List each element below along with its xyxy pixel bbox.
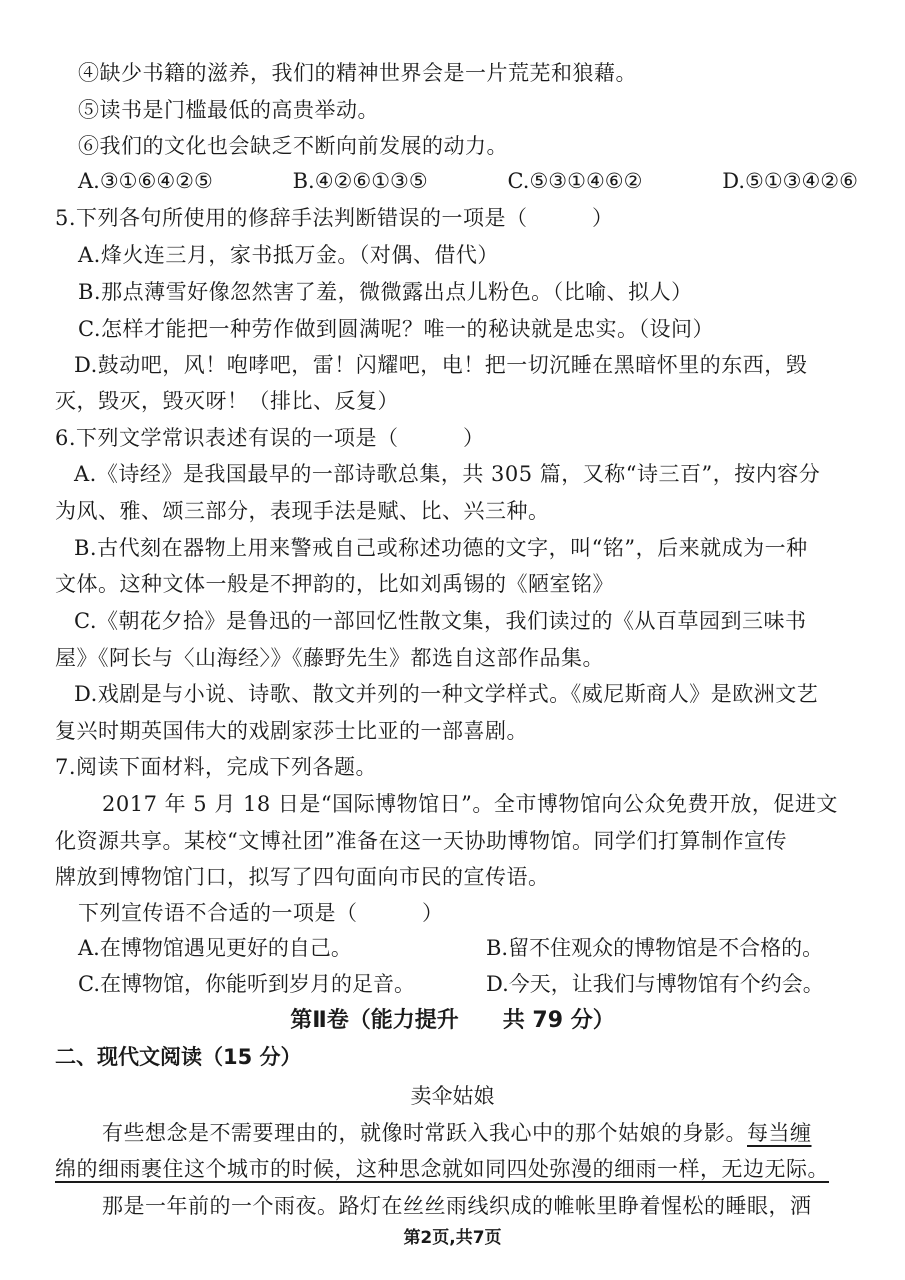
story-para1-text: 有些想念是不需要理由的，就像时常跃入我心中的那个姑娘的身影。 (102, 1121, 747, 1145)
q7-material-line3: 牌放到博物馆门口，拟写了四句面向市民的宣传语。 (55, 865, 550, 889)
section-heading: 二、现代文阅读（15 分） (55, 1045, 302, 1069)
page-footer: 第2页,共7页 (403, 1228, 502, 1248)
q7-material-line1: 2017 年 5 月 18 日是“国际博物馆日”。全市博物馆向公众免费开放，促进文 (102, 792, 838, 816)
part2-title: 第Ⅱ卷（能力提升 共 79 分） (290, 1008, 615, 1033)
q5-stem: 5.下列各句所使用的修辞手法判断错误的一项是（ ） (55, 206, 614, 230)
q4-option-d: D.⑤①③④②⑥ (722, 169, 858, 193)
q4-options (78, 166, 858, 196)
q5-option-a: A.烽火连三月，家书抵万金。（对偶、借代） (78, 243, 499, 267)
q6-option-d-line1: D.戏剧是与小说、诗歌、散文并列的一种文学样式。《威尼斯商人》是欧洲文艺 (74, 682, 819, 706)
q6-option-a-line1: A.《诗经》是我国最早的一部诗歌总集，共 305 篇，又称“诗三百”，按内容分 (74, 462, 821, 486)
q4-item-6: ⑥我们的文化也会缺乏不断向前发展的动力。 (78, 134, 508, 158)
story-para1-underlined-start: 每当缠 (747, 1121, 812, 1145)
q7-material-line2: 化资源共享。某校“文博社团”准备在这一天协助博物馆。同学们打算制作宣传 (55, 829, 787, 853)
q6-stem: 6.下列文学常识表述有误的一项是（ ） (55, 426, 485, 450)
q6-option-b-line2: 文体。这种文体一般是不押韵的，比如刘禹锡的《陋室铭》 (55, 572, 614, 596)
story-title: 卖伞姑娘 (410, 1084, 495, 1108)
q6-option-b-line1: B.古代刻在器物上用来警戒自己或称述功德的文字，叫“铭”，后来就成为一种 (74, 536, 808, 560)
q6-option-d-line2: 复兴时期英国伟大的戏剧家莎士比亚的一部喜剧。 (55, 719, 528, 743)
q5-option-d-line2: 灭，毁灭，毁灭呀！（排比、反复） (55, 389, 399, 413)
story-para1-underlined-line2: 绵的细雨裹住这个城市的时候，这种思念就如同四处弥漫的细雨一样，无边无际。 (55, 1157, 829, 1181)
story-para2-line1: 那是一年前的一个雨夜。路灯在丝丝雨线织成的帷帐里睁着惺松的睡眼，洒 (102, 1194, 812, 1218)
q7-question: 下列宣传语不合适的一项是（ ） (78, 901, 444, 925)
q5-option-d-line1: D.鼓动吧，风！咆哮吧，雷！闪耀吧，电！把一切沉睡在黑暗怀里的东西，毁 (74, 353, 808, 377)
story-para1-line1 (102, 1118, 812, 1148)
q4-option-a: A.③①⑥④②⑤ (78, 169, 213, 193)
q6-option-a-line2: 为风、雅、颂三部分，表现手法是赋、比、兴三种。 (55, 499, 550, 523)
q7-option-d: D.今天，让我们与博物馆有个约会。 (486, 972, 824, 996)
q7-option-a: A.在博物馆遇见更好的自己。 (78, 936, 352, 960)
q7-options-row2 (78, 969, 868, 999)
q4-option-c: C.⑤③①④⑥② (507, 169, 643, 193)
q4-option-b: B.④②⑥①③⑤ (292, 169, 428, 193)
q7-options-row1 (78, 933, 868, 963)
q7-option-b: B.留不住观众的博物馆是不合格的。 (486, 936, 824, 960)
q7-option-c: C.在博物馆，你能听到岁月的足音。 (78, 972, 415, 996)
q6-option-c-line2: 屋》《阿长与〈山海经〉》《藤野先生》都选自这部作品集。 (55, 646, 604, 670)
q5-option-b: B.那点薄雪好像忽然害了羞，微微露出点儿粉色。（比喻、拟人） (78, 280, 693, 304)
q7-stem: 7.阅读下面材料，完成下列各题。 (55, 755, 378, 779)
q4-item-5: ⑤读书是门槛最低的高贵举动。 (78, 98, 379, 122)
q6-option-c-line1: C.《朝花夕拾》是鲁迅的一部回忆性散文集，我们读过的《从百草园到三味书 (74, 609, 807, 633)
q4-item-4: ④缺少书籍的滋养，我们的精神世界会是一片荒芜和狼藉。 (78, 61, 637, 85)
q5-option-c: C.怎样才能把一种劳作做到圆满呢？唯一的秘诀就是忠实。（设问） (78, 317, 714, 341)
